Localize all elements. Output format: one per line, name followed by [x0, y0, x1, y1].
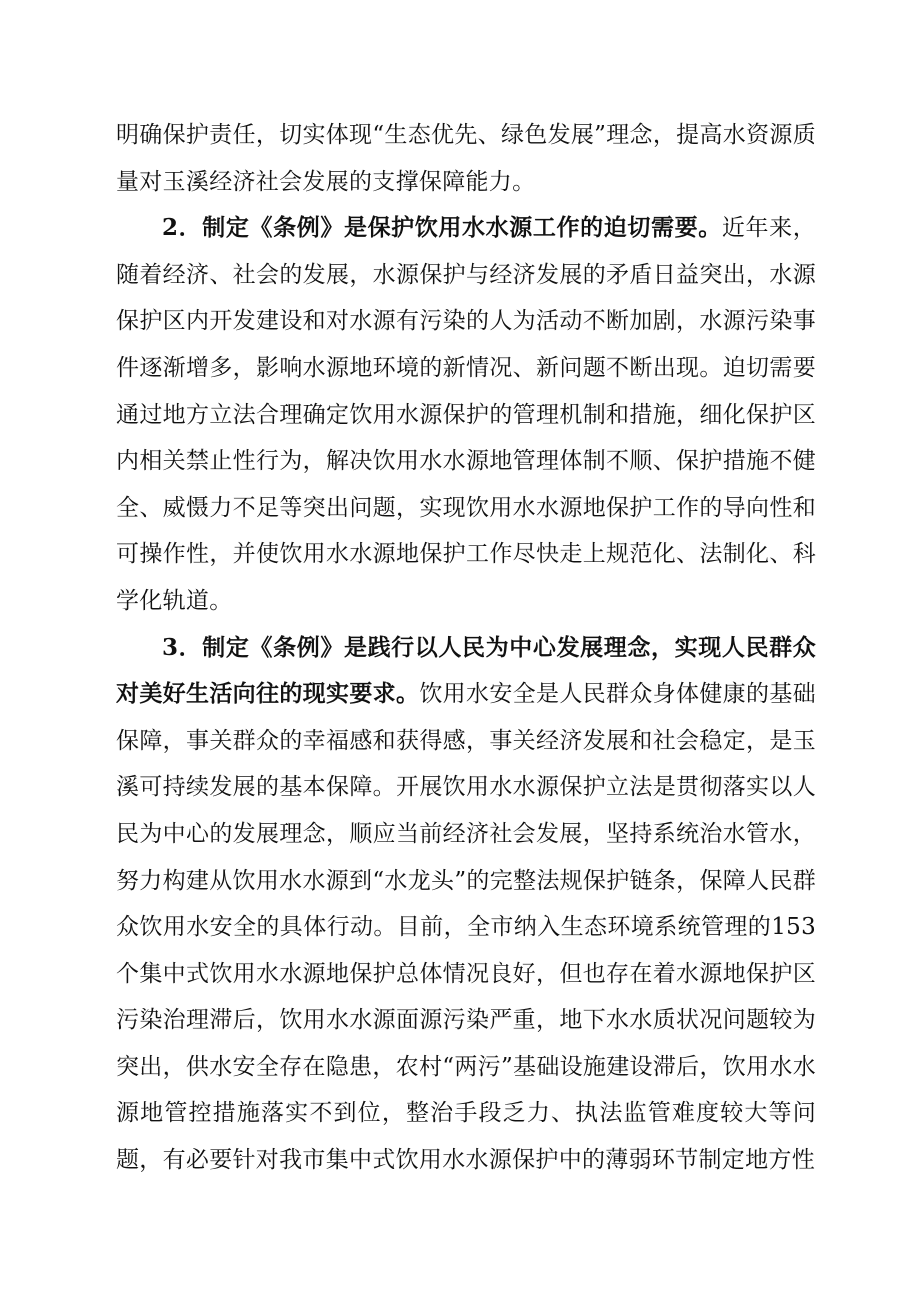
paragraph-reason-3 [116, 625, 816, 1184]
document-page [116, 112, 816, 1184]
paragraph-reason-2 [116, 205, 816, 624]
paragraph-2-text: 近年来，随着经济、社会的发展，水源保护与经济发展的矛盾日益突出，水源保护区内开发建设和对水源有污染的人为活动不断加剧，水源污染事件逐渐增多，影响水源地环境的新情况、新问题不断出现。迫切需要通过地方立法合理确定饮用水源保护的管理机制和措施，细化保护区内相关禁止性行为，解决饮用水水源地管理体制不顺、保护措施不健全、威慑力不足等突出问题，实现饮用水水源地保护工作的导向性和可操作性，并使饮用水水源地保护工作尽快走上规范化、法制化、科学化轨道。 [116, 215, 816, 614]
paragraph-continuation [116, 112, 816, 205]
paragraph-3-text: 饮用水安全是人民群众身体健康的基础保障，事关群众的幸福感和获得感，事关经济发展和社会稳定，是玉溪可持续发展的基本保障。开展饮用水水源保护立法是贯彻落实以人民为中心的发展理念，顺应当前经济社会发展，坚持系统治水管水，努力构建从饮用水水源到“水龙头”的完整法规保护链条，保障人民群众饮用水安全的具体行动。目前，全市纳入生态环境系统管理的153个集中式饮用水水源地保护总体情况良好，但也存在着水源地保护区污染治理滞后，饮用水水源面源污染严重，地下水水质状况问题较为突出，供水安全存在隐患，农村“两污”基础设施建设滞后，饮用水水源地管控措施落实不到位，整治手段乏力、执法监管难度较大等问题，有必要针对我市集中式饮用水水源保护中的薄弱环节制定地方性 [116, 681, 816, 1174]
paragraph-2-heading: 2．制定《条例》是保护饮用水水源工作的迫切需要。 [162, 214, 722, 242]
paragraph-3-heading: 3．制定《条例》是践行以人民为中心发展理念，实现人民群众对美好生活向往的现实要求。 [116, 633, 816, 708]
paragraph-1-text: 明确保护责任，切实体现“生态优先、绿色发展”理念，提高水资源质量对玉溪经济社会发展的支撑保障能力。 [116, 122, 816, 195]
